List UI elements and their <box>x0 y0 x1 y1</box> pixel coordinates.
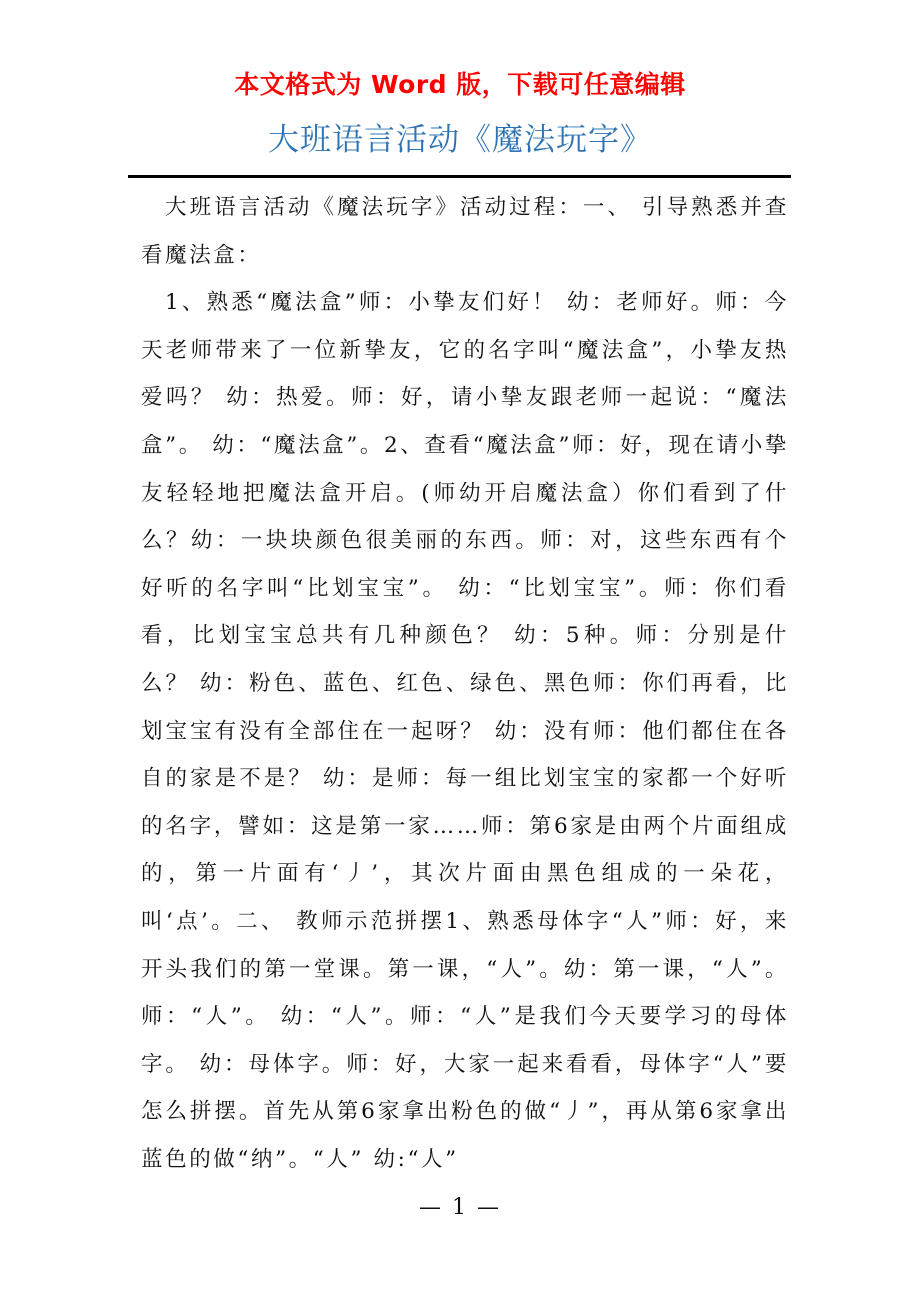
title-divider <box>128 175 791 178</box>
paragraph-intro: 大班语言活动《魔法玩字》活动过程：一、 引导熟悉并查看魔法盒： <box>141 195 789 268</box>
format-notice: 本文格式为 Word 版，下载可任意编辑 <box>234 70 686 99</box>
document-title: 大班语言活动《魔法玩字》 <box>268 122 652 158</box>
page-number: — 1 — <box>419 1195 501 1220</box>
paragraph-main: 1、熟悉“魔法盒”师：小挚友们好！ 幼：老师好。师：今天老师带来了一位新挚友，它的名字叫“魔法盒”，小挚友热爱吗？ 幼：热爱。师：好，请小挚友跟老师一起说：“魔法盒”。 幼：“魔法盒”。2、查看“魔法盒”师：好，现在请小挚友轻轻地把魔法盒开启。(师幼开启魔法盒）你们看到了什么？幼：一块块颜色很美丽的东西。师：对，这些东西有个好听的名字叫“比划宝宝”。 幼：“比划宝宝”。师：你们看看，比划宝宝总共有几种颜色？ 幼：5种。师：分别是什么？ 幼：粉色、蓝色、红色、绿色、黑色师：你们再看，比划宝宝有没有全部住在一起呀？ 幼：没有师：他们都住在各自的家是不是？ 幼：是师：每一组比划宝宝的家都一个好听的名字，譬如：这是第一家……师：第6家是由两个片面组成的，第一片面有‘丿’，其次片面由黑色组成的一朵花，叫‘点’。二、 教师示范拼摆1、熟悉母体字“人”师：好，来开头我们的第一堂课。第一课，“人”。幼：第一课，“人”。师：“人”。 幼：“人”。师：“人”是我们今天要学习的母体字。 幼：母体字。师：好，大家一起来看看，母体字“人”要怎么拼摆。首先从第6家拿出粉色的做“丿”，再从第6家拿出蓝色的做“纳”。“人” 幼:“人” <box>141 290 789 1172</box>
document-body <box>141 184 789 1183</box>
